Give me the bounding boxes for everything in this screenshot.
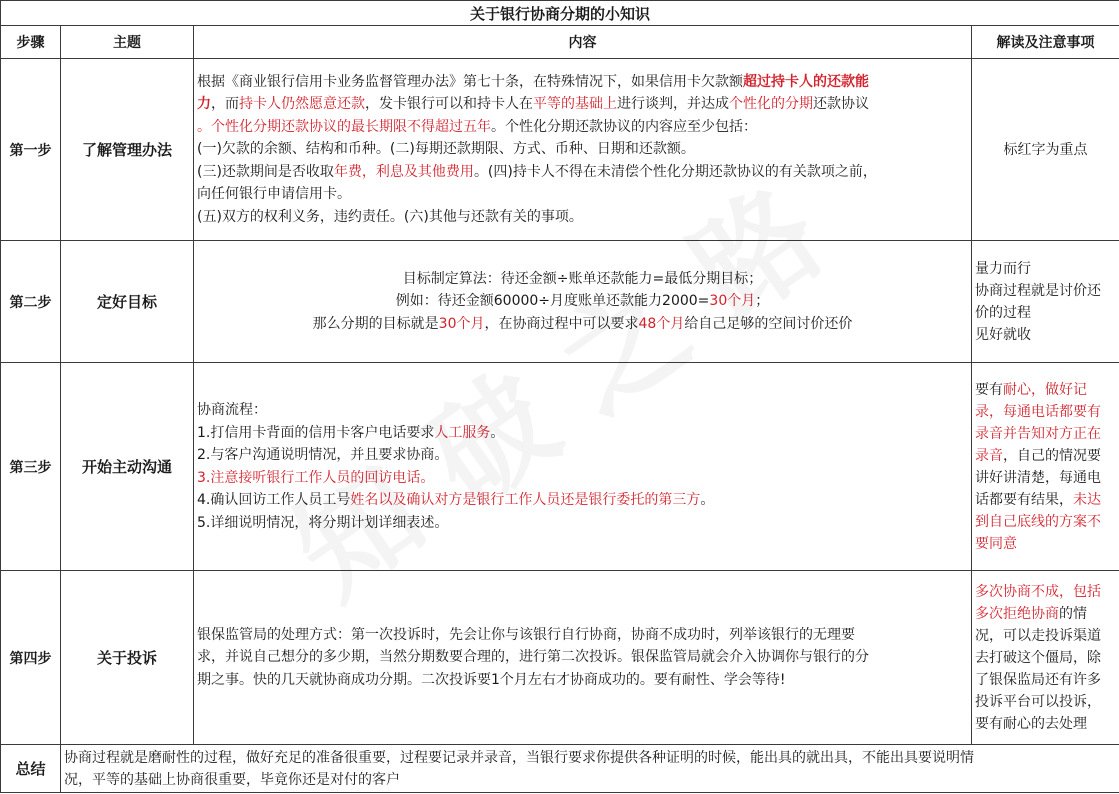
text-run: 。个性化分期还款协议的内容应至少包括： — [491, 118, 757, 135]
text-run: 例如：待还金额60000÷月度账单还款能力2000= — [395, 293, 710, 310]
highlighted-text: 48个月 — [638, 315, 685, 332]
text-run: 标红字为重点 — [1003, 141, 1088, 158]
text-line — [975, 401, 1116, 423]
highlighted-text: 耐心，做好记 — [1003, 381, 1087, 398]
text-line — [197, 313, 968, 336]
text-line — [197, 624, 968, 647]
topic-label: 开始主动沟通 — [61, 363, 194, 571]
notes-cell — [972, 241, 1119, 363]
notes-cell — [972, 363, 1119, 571]
highlighted-text: 30个月 — [709, 293, 756, 310]
content-cell — [194, 571, 972, 745]
highlighted-text: 多次拒绝协商 — [975, 605, 1059, 622]
text-run: 话都要有结果， — [975, 491, 1073, 508]
text-line — [975, 379, 1116, 401]
notes-cell — [972, 59, 1119, 241]
content-cell — [194, 363, 972, 571]
summary-line: 况，平等的基础上协商很重要，毕竟你还是对付的客户 — [64, 771, 400, 788]
text-run: 向任何银行申请信用卡。 — [197, 186, 351, 203]
text-line — [197, 669, 968, 692]
text-line — [975, 625, 1116, 647]
text-line — [197, 489, 968, 512]
text-line — [197, 93, 968, 116]
text-line — [197, 116, 968, 139]
text-run: 目标制定算法：待还金额÷账单还款能力=最低分期目标； — [402, 270, 763, 287]
step-label: 第一步 — [1, 59, 61, 241]
text-run: (一)欠款的余额、结构和币种。(二)每期还款期限、方式、币种、日期和还款额。 — [197, 141, 695, 158]
text-line — [197, 71, 968, 94]
text-line — [975, 669, 1116, 691]
table-row — [1, 571, 1119, 745]
highlighted-text: 平等的基础上 — [533, 96, 617, 113]
table-title: 关于银行协商分期的小知识 — [1, 1, 1119, 26]
text-line — [975, 258, 1116, 280]
text-run: ，自己的情况要 — [1003, 447, 1101, 464]
text-run: 的情 — [1059, 605, 1087, 622]
text-line — [197, 646, 968, 669]
text-line — [197, 206, 968, 229]
topic-label: 了解管理办法 — [61, 59, 194, 241]
text-line — [975, 467, 1116, 489]
text-line — [197, 183, 968, 206]
header-content: 内容 — [194, 26, 972, 59]
header-step: 步骤 — [1, 26, 61, 59]
text-run: 见好就收 — [975, 326, 1031, 343]
text-run: 了银保监局还有许多 — [975, 671, 1101, 688]
text-run: 4.确认回访工作人员工号 — [197, 492, 351, 508]
text-line — [197, 512, 968, 535]
summary-line: 协商过程就是磨耐性的过程，做好充足的准备很重要，过程要记录并录音，当银行要求你提供各种证明的时候，能出具的就出具，不能出具要说明情 — [64, 749, 974, 766]
header-row — [1, 26, 1119, 59]
step-label: 第三步 — [1, 363, 61, 571]
text-run: 还款协议 — [813, 96, 869, 113]
table-row — [1, 59, 1119, 241]
summary-label: 总结 — [1, 745, 61, 793]
text-run: ，而 — [211, 96, 239, 113]
text-run: 协商流程： — [197, 402, 267, 418]
text-run: 量力而行 — [975, 260, 1031, 277]
text-run: 协商过程就是讨价还 — [975, 282, 1101, 299]
header-notes: 解读及注意事项 — [972, 26, 1119, 59]
table-row — [1, 363, 1119, 571]
step-label: 第二步 — [1, 241, 61, 363]
text-line — [975, 445, 1116, 467]
text-line — [975, 691, 1116, 713]
text-run: 那么分期的目标就是 — [312, 315, 439, 332]
text-line — [197, 467, 968, 490]
text-run: 讲好讲清楚，每通电 — [975, 469, 1101, 486]
text-run: 。 — [490, 424, 505, 441]
table-row — [1, 241, 1119, 363]
highlighted-text: 30个月 — [438, 315, 485, 332]
text-run: 2.与客户沟通说明情况，并且要求协商。 — [197, 447, 449, 463]
highlighted-text: 录，每通电话都要有 — [975, 403, 1101, 420]
text-run: 投诉平台可以投诉， — [975, 693, 1101, 710]
text-line — [975, 647, 1116, 669]
highlighted-text: 持卡人仍然愿意还款 — [239, 96, 365, 113]
text-run: 。 — [700, 492, 715, 508]
highlighted-text: 录音并告知对方正在 — [975, 425, 1101, 442]
text-run: ，发卡银行可以和持卡人在 — [365, 96, 533, 113]
summary-text — [61, 745, 1119, 793]
text-line — [197, 268, 968, 291]
text-line — [975, 489, 1116, 511]
text-run: 要有 — [975, 381, 1003, 398]
highlighted-text: 多次协商不成，包括 — [975, 583, 1101, 600]
highlighted-text: 超过持卡人的还款能 — [743, 73, 869, 90]
text-run: 根据《商业银行信用卡业务监督管理办法》第七十条，在特殊情况下，如果信用卡欠款额 — [197, 73, 743, 90]
text-run: 去打破这个僵局，除 — [975, 649, 1101, 666]
text-line — [975, 280, 1116, 302]
text-line — [197, 161, 968, 184]
text-run: 求，并说自己想分的多少期，当然分期数要合理的，进行第二次投诉。银保监管局就会介入协调你与银行的分 — [197, 649, 869, 666]
text-line — [975, 713, 1116, 735]
text-run: 1.打信用卡背面的信用卡客户电话要求 — [197, 424, 435, 441]
text-line — [975, 511, 1116, 533]
topic-label: 关于投诉 — [61, 571, 194, 745]
text-line — [197, 444, 968, 467]
header-topic: 主题 — [61, 26, 194, 59]
content-cell — [194, 241, 972, 363]
highlighted-text: 个性化的分期 — [729, 96, 813, 113]
content-cell — [194, 59, 972, 241]
text-line — [975, 302, 1116, 324]
text-run: (五)双方的权利义务，违约责任。(六)其他与还款有关的事项。 — [197, 208, 583, 225]
text-run: ，在协商过程中可以要求 — [484, 315, 639, 332]
highlighted-text: 未达 — [1073, 491, 1101, 508]
text-run: 期之事。快的几天就协商成功分期。二次投诉要1个月左右才协商成功的。要有耐性、学会等待! — [197, 671, 786, 688]
step-label: 第四步 — [1, 571, 61, 745]
text-line — [975, 533, 1116, 555]
highlighted-text: 年费，利息及其他费用 — [333, 163, 474, 180]
text-line — [197, 399, 968, 422]
text-run: 况，可以走投诉渠道 — [975, 627, 1101, 644]
text-run: 进行谈判，并达成 — [617, 96, 729, 113]
text-run: 价的过程 — [975, 304, 1031, 321]
summary-row — [1, 745, 1119, 793]
text-line — [975, 423, 1116, 445]
text-run: 5.详细说明情况，将分期计划详细表述。 — [197, 514, 449, 531]
text-run: 。(四)持卡人不得在未清偿个性化分期还款协议的有关款项之前， — [473, 163, 877, 180]
highlighted-text: 力 — [197, 96, 211, 113]
text-line — [975, 581, 1116, 603]
highlighted-text: 人工服务 — [434, 424, 491, 441]
text-run: ； — [755, 293, 770, 310]
highlighted-text: 要同意 — [975, 535, 1017, 552]
text-line — [197, 138, 968, 161]
text-run: 银保监管局的处理方式：第一次投诉时，先会让你与该银行自行协商，协商不成功时，列举该银行的无理要 — [197, 626, 855, 643]
text-line — [975, 324, 1116, 346]
text-line — [197, 290, 968, 313]
highlighted-text: 录音 — [975, 447, 1003, 464]
text-line — [975, 603, 1116, 625]
notes-cell — [972, 571, 1119, 745]
text-run: 给自己足够的空间讨价还价 — [684, 315, 853, 332]
text-run: (三)还款期间是否收取 — [197, 163, 334, 180]
highlighted-text: 。个性化分期还款协议的最长期限不得超过五年 — [197, 118, 491, 135]
highlighted-text: 3.注意接听银行工作人员的回访电话。 — [197, 469, 435, 486]
highlighted-text: 到自己底线的方案不 — [975, 513, 1101, 530]
text-line — [975, 139, 1116, 161]
text-line — [197, 422, 968, 445]
topic-label: 定好目标 — [61, 241, 194, 363]
text-run: 要有耐心的去处理 — [975, 715, 1087, 732]
highlighted-text: 姓名以及确认对方是银行工作人员还是银行委托的第三方 — [350, 492, 701, 508]
